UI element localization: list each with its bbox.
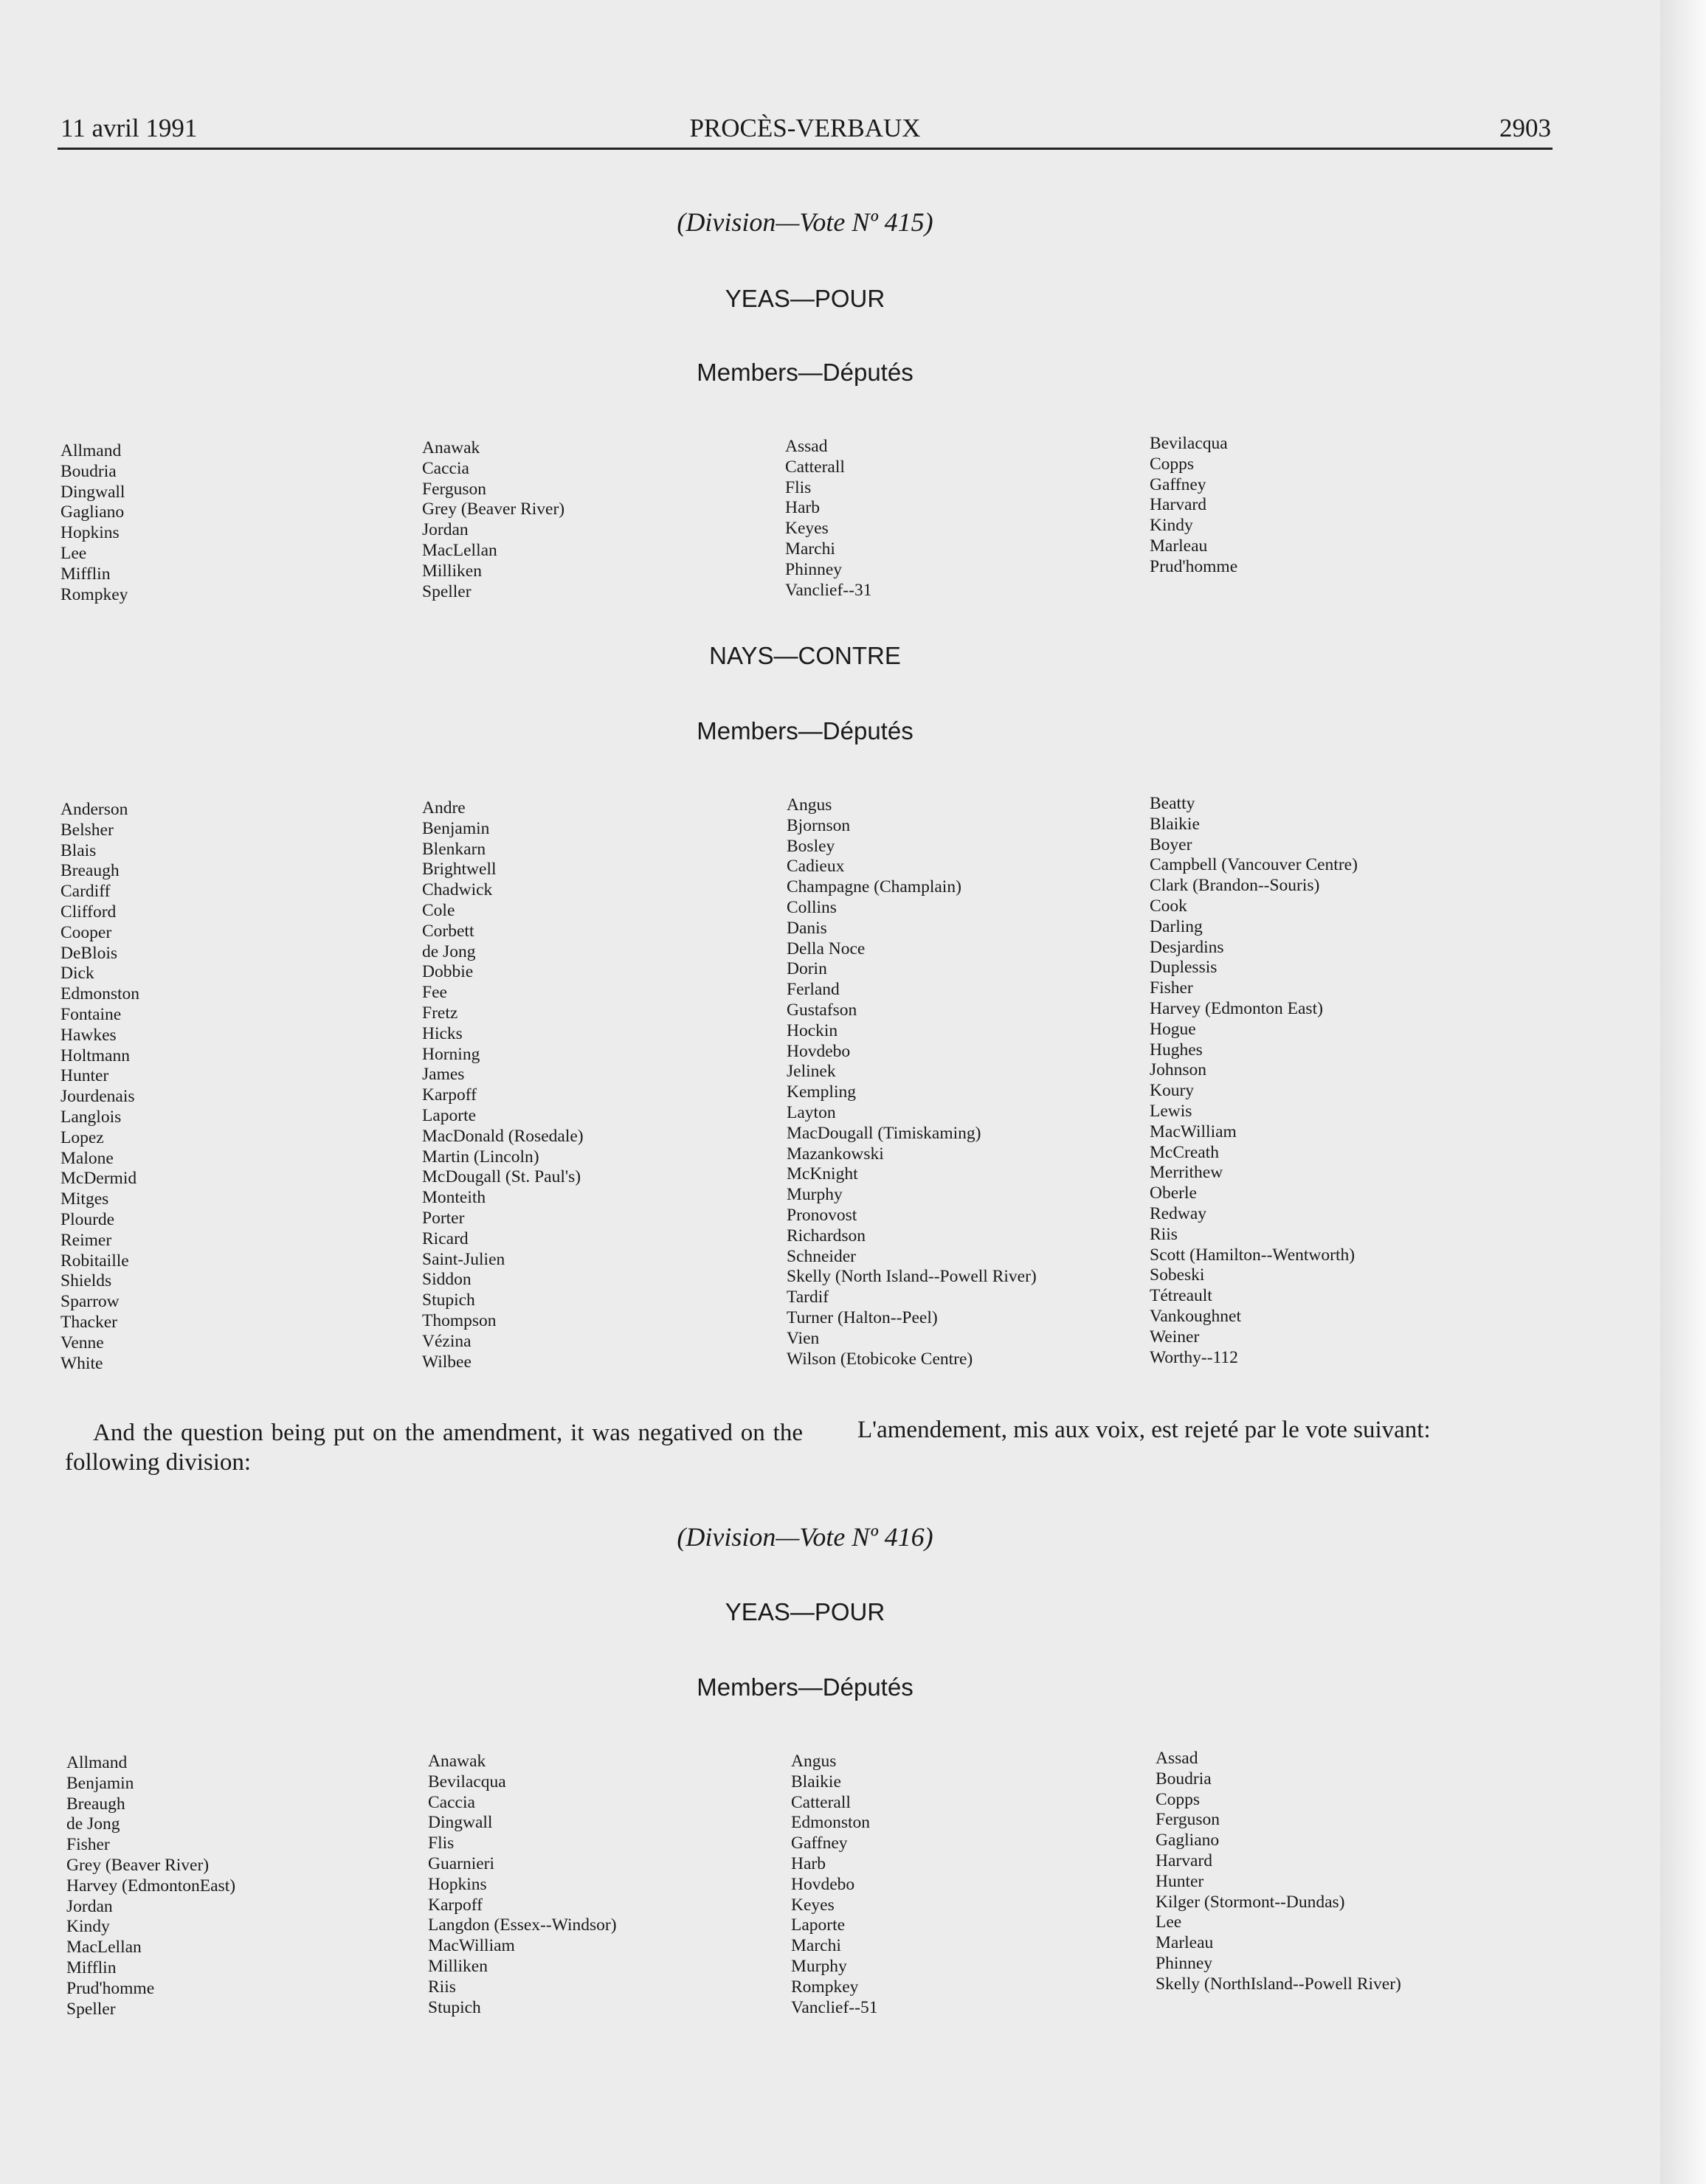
member-name: Harvey (Edmonton East) [1150,998,1323,1018]
member-name: Caccia [428,1792,475,1812]
division-416-title: (Division—Vote Nº 416) [677,1522,933,1552]
member-name: Jordan [66,1896,113,1916]
member-name: Laporte [422,1105,477,1125]
member-name: Blaikie [1150,814,1200,834]
member-name: Karpoff [428,1895,483,1915]
member-name: Anawak [422,438,480,457]
member-name: White [61,1353,103,1373]
member-name: Wilson (Etobicoke Centre) [787,1349,973,1369]
member-name: Blaikie [791,1772,841,1791]
member-name: MacWilliam [428,1936,515,1956]
member-name: Marchi [791,1936,841,1956]
member-name: Harvard [1150,495,1206,515]
member-name: Horning [422,1044,480,1064]
member-name: McCreath [1150,1142,1219,1162]
member-name: Jordan [422,520,469,540]
member-name: Copps [1150,454,1195,474]
member-name: Porter [422,1208,465,1228]
member-name: Grey (Beaver River) [422,500,565,519]
header-title: PROCÈS-VERBAUX [689,114,921,142]
member-name: Hovdebo [787,1041,851,1061]
member-name: Dick [61,964,94,984]
member-name: Vanclief--51 [791,1997,878,2017]
member-name: Lee [61,543,87,563]
member-name: Langdon (Essex--Windsor) [428,1915,617,1935]
division-416-yeas-col-2 [428,1752,617,2018]
member-name: Saint-Julien [422,1249,505,1269]
member-name: Plourde [61,1209,115,1229]
member-name: Koury [1150,1081,1195,1101]
member-name: Merrithew [1150,1163,1223,1183]
member-name: Prud'homme [66,1978,155,1998]
member-name: Wilbee [422,1352,472,1372]
member-name: Hogue [1150,1019,1196,1039]
member-name: Stupich [422,1290,475,1310]
member-name: Milliken [428,1956,488,1976]
member-name: Anawak [428,1752,486,1771]
member-name: Kilger (Stormont--Dundas) [1156,1892,1345,1912]
member-name: Thacker [61,1312,117,1332]
member-name: McDermid [61,1169,137,1189]
member-name: Benjamin [66,1773,134,1793]
division-415-yeas-col-2 [422,438,564,602]
member-name: Monteith [422,1188,486,1208]
division-415-yeas-col-3 [785,437,871,601]
member-name: Edmonston [791,1813,871,1833]
division-416-yeas-col-4 [1156,1749,1401,1995]
member-name: Ferguson [422,479,487,499]
member-name: Hicks [422,1023,463,1043]
member-name: Hovdebo [791,1874,855,1894]
member-name: Venne [61,1333,104,1352]
member-name: Fisher [1150,978,1193,998]
member-name: Tardif [787,1288,829,1307]
member-name: MacDougall (Timiskaming) [787,1123,981,1143]
member-name: Riis [1150,1224,1178,1244]
member-name: Sparrow [61,1292,120,1312]
member-name: Kindy [66,1917,110,1937]
member-name: Boyer [1150,834,1192,854]
member-name: DeBlois [61,943,118,963]
member-name: Weiner [1150,1327,1200,1347]
division-415-yeas-col-1 [61,441,128,605]
member-name: Tétreault [1150,1286,1212,1306]
member-name: Fisher [66,1835,110,1855]
member-name: Vankoughnet [1150,1306,1242,1326]
member-name: Corbett [422,921,474,941]
member-name: Hughes [1150,1040,1203,1060]
member-name: Cadieux [787,857,845,877]
member-name: Hopkins [61,523,120,543]
division-416-yeas-col-1 [66,1753,235,2019]
member-name: Desjardins [1150,937,1224,957]
member-name: MacLellan [66,1938,142,1957]
member-name: Worthy--112 [1150,1347,1238,1367]
member-name: McKnight [787,1164,858,1184]
member-name: Beatty [1150,794,1195,813]
member-name: Bevilacqua [1150,434,1228,453]
member-name: Redway [1150,1203,1207,1223]
member-name: Robitaille [61,1251,129,1271]
member-name: Hockin [787,1020,838,1040]
member-name: Della Noce [787,939,866,958]
member-name: Reimer [61,1230,112,1250]
member-name: Turner (Halton--Peel) [787,1307,938,1327]
page-edge [1660,0,1706,2184]
member-name: Marleau [1150,536,1208,556]
member-name: Benjamin [422,818,490,838]
member-name: Hunter [61,1066,109,1086]
member-name: Jourdenais [61,1087,135,1107]
member-name: Collins [787,897,837,917]
member-name: Angus [791,1752,837,1771]
member-name: Shields [61,1271,112,1291]
member-name: Caccia [422,458,469,478]
member-name: Hopkins [428,1874,487,1894]
member-name: Riis [428,1977,456,1997]
member-name: Fretz [422,1003,458,1023]
member-name: Milliken [422,561,482,581]
member-name: Darling [1150,916,1203,936]
member-name: Murphy [787,1185,843,1205]
member-name: Brightwell [422,860,497,880]
member-name: Skelly (North Island--Powell River) [787,1267,1037,1287]
member-name: Belsher [61,820,114,840]
member-name: Johnson [1150,1060,1207,1080]
member-name: Assad [785,437,828,456]
member-name: Andre [422,798,466,818]
member-name: Ricard [422,1228,469,1248]
member-name: Dingwall [428,1813,493,1833]
division-415-title: (Division—Vote Nº 415) [677,207,933,237]
division-415-yeas-col-4 [1150,434,1237,578]
member-name: Duplessis [1150,958,1218,978]
member-name: Guarnieri [428,1853,495,1873]
member-name: de Jong [66,1814,120,1834]
member-name: Clark (Brandon--Souris) [1150,876,1320,896]
member-name: Gagliano [1156,1831,1220,1850]
member-name: Martin (Lincoln) [422,1147,539,1167]
member-name: Laporte [791,1915,846,1935]
member-name: Mitges [61,1189,109,1209]
amendment-paragraph-en: And the question being put on the amendment, it was negatived on the following division: [65,1420,803,1476]
member-name: Copps [1156,1789,1201,1809]
division-415-nays-col-4 [1150,794,1358,1368]
member-name: Breaugh [66,1794,125,1814]
division-416-yeas-col-3 [791,1752,877,2018]
member-name: Jelinek [787,1062,836,1082]
member-name: Malone [61,1148,114,1168]
member-name: Lopez [61,1127,104,1147]
member-name: Catterall [785,457,845,477]
member-name: Prud'homme [1150,556,1238,576]
member-name: Keyes [791,1895,835,1915]
member-name: Lewis [1150,1101,1192,1121]
member-name: Langlois [61,1107,122,1127]
member-name: de Jong [422,941,476,961]
member-name: Kempling [787,1082,856,1102]
member-name: Speller [422,581,472,601]
division-415-nays-subheading: Members—Députés [697,717,914,744]
member-name: Allmand [61,441,122,460]
member-name: Gaffney [1150,474,1206,494]
member-name: Danis [787,918,827,938]
member-name: Skelly (NorthIsland--Powell River) [1156,1974,1401,1994]
member-name: Harvey (EdmontonEast) [66,1876,236,1896]
member-name: Cole [422,900,455,920]
member-name: Keyes [785,519,829,539]
member-name: Vien [787,1328,820,1348]
division-415-yeas-heading: YEAS—POUR [725,285,885,312]
member-name: Hunter [1156,1871,1204,1891]
member-name: Phinney [1156,1953,1213,1973]
member-name: Layton [787,1102,836,1122]
member-name: James [422,1065,465,1085]
page-header [58,109,1553,150]
member-name: Breaugh [61,861,120,881]
member-name: Boudria [1156,1769,1212,1789]
division-416-yeas-heading: YEAS—POUR [725,1598,885,1625]
member-name: Assad [1156,1749,1198,1768]
member-name: Vézina [422,1331,472,1351]
member-name: MacWilliam [1150,1122,1237,1141]
division-415-nays-col-2 [422,798,584,1372]
member-name: Cook [1150,896,1187,916]
member-name: Gaffney [791,1834,848,1853]
member-name: Schneider [787,1246,856,1266]
member-name: Campbell (Vancouver Centre) [1150,855,1358,875]
member-name: Scott (Hamilton--Wentworth) [1150,1245,1356,1265]
member-name: Oberle [1150,1183,1197,1203]
division-415-nays-col-1 [61,800,139,1374]
member-name: Fee [422,983,447,1003]
member-name: Anderson [61,800,128,819]
member-name: Bevilacqua [428,1772,506,1791]
member-name: Pronovost [787,1205,857,1225]
member-name: Marchi [785,539,835,559]
member-name: Flis [428,1834,455,1853]
member-name: Thompson [422,1310,497,1330]
member-name: Bosley [787,836,835,856]
member-name: Stupich [428,1997,481,2017]
member-name: Edmonston [61,984,140,1004]
member-name: Chadwick [422,880,493,900]
member-name: Flis [785,477,812,497]
division-415-yeas-subheading: Members—Députés [697,359,914,386]
member-name: Speller [66,1999,116,2019]
member-name: McDougall (St. Paul's) [422,1167,581,1187]
member-name: Vanclief--31 [785,580,872,600]
member-name: Mazankowski [787,1144,884,1164]
member-name: Cooper [61,922,112,942]
member-name: Richardson [787,1226,866,1245]
member-name: Mifflin [61,564,111,584]
member-name: Phinney [785,559,843,579]
member-name: Harvard [1156,1850,1212,1870]
member-name: Siddon [422,1270,472,1290]
member-name: Ferland [787,980,840,1000]
member-name: Holtmann [61,1046,130,1065]
member-name: Kindy [1150,516,1193,536]
member-name: Blais [61,840,97,860]
member-name: Marleau [1156,1933,1214,1953]
member-name: Dobbie [422,962,474,982]
member-name: Gagliano [61,502,125,522]
member-name: Allmand [66,1753,128,1772]
member-name: Grey (Beaver River) [66,1855,210,1875]
member-name: Cardiff [61,882,111,902]
member-name: Angus [787,795,832,815]
member-name: MacDonald (Rosedale) [422,1126,584,1146]
member-name: Boudria [61,461,117,481]
member-name: Harb [791,1853,826,1873]
member-name: Ferguson [1156,1810,1220,1830]
amendment-paragraph-fr: L'amendement, mis aux voix, est rejeté par le vote suivant: [857,1417,1431,1443]
member-name: Sobeski [1150,1265,1205,1285]
member-name: Blenkarn [422,839,486,859]
division-415-nays-col-3 [787,795,1037,1369]
member-name: Dorin [787,959,827,979]
member-name: Dingwall [61,482,125,502]
member-name: Hawkes [61,1025,117,1045]
member-name: Rompkey [791,1977,859,1997]
member-name: Fontaine [61,1004,122,1024]
division-415-nays-heading: NAYS—CONTRE [709,642,901,669]
member-name: Catterall [791,1792,851,1812]
member-name: Murphy [791,1956,847,1976]
member-name: Mifflin [66,1957,117,1977]
member-name: Gustafson [787,1000,857,1020]
header-date: 11 avril 1991 [61,114,198,142]
member-name: Lee [1156,1912,1182,1932]
page-number: 2903 [1499,114,1551,142]
member-name: Clifford [61,902,117,922]
member-name: Rompkey [61,584,128,604]
member-name: MacLellan [422,540,497,560]
member-name: Karpoff [422,1085,477,1105]
division-416-yeas-subheading: Members—Députés [697,1673,914,1701]
member-name: Bjornson [787,815,851,835]
member-name: Harb [785,498,820,518]
member-name: Champagne (Champlain) [787,877,961,897]
